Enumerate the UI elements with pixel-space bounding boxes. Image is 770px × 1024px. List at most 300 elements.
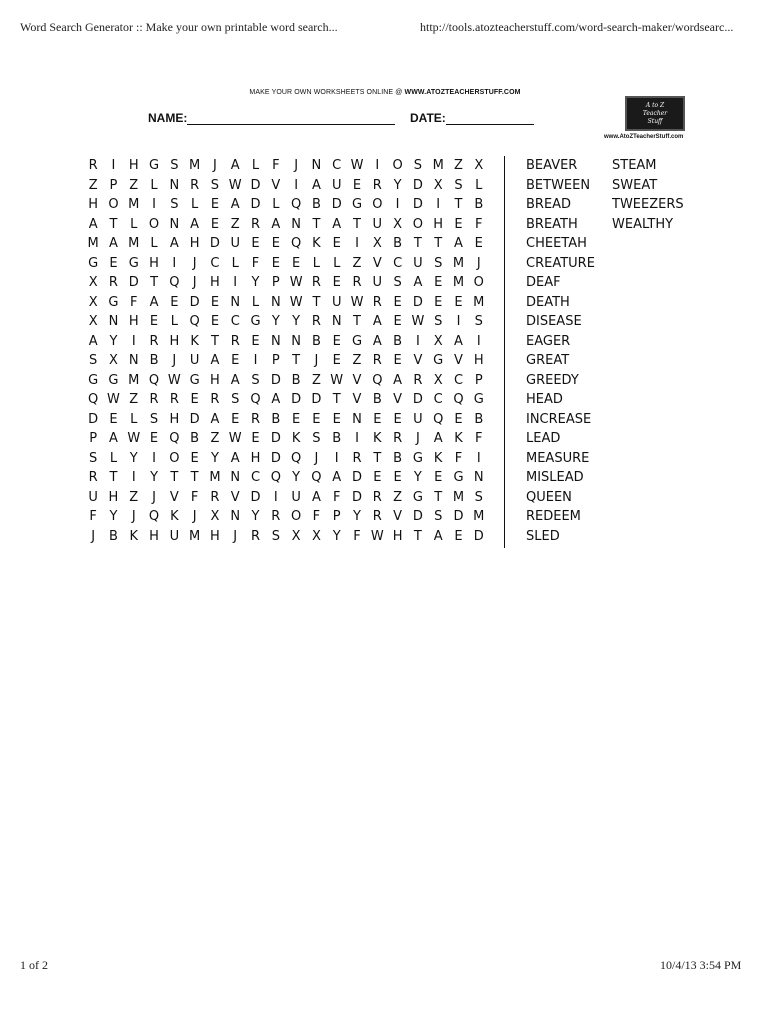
grid-letter: K: [312, 236, 321, 251]
word-list-item: MISLEAD: [526, 470, 584, 485]
grid-letter: P: [271, 353, 280, 368]
grid-letter: J: [294, 158, 299, 173]
grid-letter: G: [453, 470, 464, 485]
grid-letter: A: [454, 333, 463, 349]
grid-letter: J: [192, 275, 197, 290]
page-number: 1 of 2: [20, 958, 48, 972]
grid-row: [83, 507, 489, 527]
grid-letter: E: [454, 528, 463, 544]
word-list-column-2: [612, 156, 684, 234]
grid-letter: I: [253, 353, 258, 368]
grid-letter: R: [88, 470, 98, 485]
grid-letter: N: [291, 333, 301, 349]
grid-letter: N: [169, 177, 180, 193]
grid-letter: K: [291, 431, 301, 446]
grid-letter: Q: [88, 392, 99, 407]
grid-letter: E: [434, 470, 443, 485]
grid-row: [83, 273, 489, 293]
print-timestamp: 10/4/13 3:54 PM: [660, 958, 742, 972]
grid-letter: C: [453, 372, 464, 388]
grid-letter: H: [210, 528, 220, 544]
grid-letter: G: [250, 314, 261, 329]
grid-letter: M: [128, 372, 140, 388]
grid-letter: Q: [291, 236, 302, 251]
grid-letter: Q: [433, 411, 444, 427]
grid-letter: F: [353, 528, 361, 544]
grid-letter: H: [88, 197, 99, 212]
grid-letter: A: [88, 216, 98, 232]
grid-letter: I: [131, 470, 136, 485]
word-list-item: MEASURE: [526, 450, 590, 466]
grid-letter: S: [312, 431, 321, 446]
grid-letter: L: [312, 255, 321, 271]
grid-letter: F: [454, 450, 463, 466]
grid-letter: Z: [129, 489, 139, 505]
grid-letter: C: [332, 158, 342, 173]
grid-letter: D: [189, 411, 200, 427]
grid-letter: G: [473, 392, 484, 407]
word-list-item: EAGER: [526, 333, 571, 349]
grid-letter: O: [108, 197, 119, 212]
grid-letter: I: [273, 489, 278, 505]
grid-letter: A: [311, 489, 321, 505]
grid-letter: E: [352, 177, 362, 193]
grid-letter: V: [169, 489, 179, 505]
grid-letter: H: [149, 528, 159, 544]
grid-letter: T: [434, 236, 443, 251]
grid-letter: L: [251, 294, 260, 310]
grid-letter: A: [413, 275, 423, 290]
grid-letter: H: [250, 450, 261, 466]
grid-letter: D: [352, 489, 363, 505]
grid-letter: E: [109, 411, 118, 427]
grid-letter: L: [333, 255, 341, 271]
word-list-item: INCREASE: [526, 411, 592, 427]
grid-letter: E: [271, 236, 280, 251]
grid-letter: X: [474, 158, 484, 173]
grid-letter: R: [413, 372, 423, 388]
grid-letter: E: [373, 411, 382, 427]
grid-letter: Y: [251, 275, 260, 290]
grid-letter: E: [332, 411, 341, 427]
grid-letter: M: [452, 489, 465, 505]
word-list-item: GREAT: [526, 353, 570, 368]
grid-letter: A: [372, 333, 382, 349]
grid-letter: Y: [292, 314, 301, 329]
grid-letter: X: [88, 294, 98, 310]
grid-letter: T: [373, 450, 382, 466]
grid-letter: N: [169, 216, 180, 232]
grid-letter: I: [111, 158, 116, 173]
grid-letter: Z: [393, 489, 403, 505]
grid-letter: J: [476, 255, 481, 271]
grid-letter: Y: [150, 470, 159, 485]
grid-letter: Q: [372, 372, 383, 388]
grid-letter: O: [372, 197, 383, 212]
logo-line-3: Stuff: [647, 117, 663, 125]
grid-letter: D: [250, 489, 261, 505]
grid-letter: X: [311, 528, 321, 544]
grid-letter: E: [393, 470, 402, 485]
grid-letter: W: [107, 392, 120, 407]
grid-row: [83, 468, 489, 488]
grid-letter: D: [412, 392, 423, 407]
word-list-item: BEAVER: [526, 158, 578, 173]
grid-letter: R: [372, 489, 382, 505]
word-list-item: DISEASE: [526, 314, 582, 329]
name-date-row: [148, 111, 534, 125]
grid-letter: B: [311, 197, 321, 212]
grid-letter: U: [331, 294, 342, 310]
grid-row: [83, 156, 489, 176]
grid-letter: Q: [250, 392, 261, 407]
grid-letter: N: [230, 470, 241, 485]
grid-letter: X: [210, 509, 220, 524]
grid-letter: S: [434, 255, 443, 271]
grid-letter: A: [372, 314, 382, 329]
grid-letter: N: [108, 314, 119, 329]
grid-letter: B: [474, 197, 484, 212]
grid-letter: R: [352, 450, 362, 466]
grid-letter: Y: [109, 333, 118, 349]
grid-letter: K: [129, 528, 138, 544]
grid-letter: T: [434, 489, 443, 505]
grid-letter: Y: [332, 528, 341, 544]
grid-letter: H: [128, 314, 139, 329]
grid-letter: E: [251, 431, 260, 446]
grid-letter: D: [412, 294, 423, 310]
grid-letter: W: [167, 372, 181, 388]
grid-letter: E: [434, 294, 443, 310]
grid-letter: G: [412, 450, 423, 466]
grid-letter: D: [453, 509, 464, 524]
grid-letter: I: [334, 450, 339, 466]
grid-letter: L: [170, 314, 178, 329]
grid-letter: U: [413, 255, 423, 271]
grid-letter: A: [108, 236, 118, 251]
grid-letter: A: [230, 450, 240, 466]
grid-letter: F: [475, 431, 483, 446]
grid-letter: F: [272, 158, 280, 173]
grid-letter: Z: [129, 177, 139, 193]
grid-letter: E: [210, 216, 220, 232]
word-list-item: CREATURE: [526, 255, 595, 271]
word-list-item: GREEDY: [526, 372, 579, 388]
grid-letter: G: [108, 294, 119, 310]
worksheet-tagline: [0, 89, 770, 96]
word-list-item: BETWEEN: [526, 177, 591, 193]
grid-letter: C: [393, 255, 403, 271]
grid-letter: U: [189, 353, 200, 368]
logo-line-2: Teacher: [642, 109, 668, 117]
grid-letter: G: [351, 333, 363, 349]
browser-page-url: http://tools.atozteacherstuff.com/word-search-maker/wordsearc...: [420, 20, 734, 34]
word-list-item: WEALTHY: [612, 216, 674, 232]
grid-letter: R: [372, 509, 382, 524]
grid-letter: Y: [353, 509, 361, 524]
grid-letter: P: [89, 431, 98, 446]
grid-letter: X: [372, 236, 382, 251]
grid-letter: O: [169, 450, 180, 466]
word-list-item: QUEEN: [526, 489, 572, 505]
grid-letter: I: [294, 177, 299, 193]
grid-letter: B: [291, 372, 301, 388]
grid-row: [83, 449, 489, 469]
grid-letter: M: [87, 236, 99, 251]
grid-letter: I: [436, 197, 441, 212]
grid-letter: L: [191, 197, 199, 212]
grid-letter: W: [350, 158, 364, 173]
grid-letter: A: [433, 431, 443, 446]
grid-letter: I: [415, 333, 420, 349]
grid-letter: D: [88, 411, 99, 427]
grid-letter: E: [251, 333, 260, 349]
grid-letter: Z: [210, 431, 220, 446]
grid-letter: E: [332, 275, 341, 290]
grid-letter: F: [312, 509, 321, 524]
grid-letter: L: [251, 158, 260, 173]
grid-letter: S: [434, 314, 443, 329]
grid-letter: R: [210, 489, 220, 505]
word-list-item: SWEAT: [612, 177, 658, 193]
grid-letter: Z: [311, 372, 321, 388]
grid-letter: Q: [148, 372, 160, 388]
grid-letter: D: [352, 470, 363, 485]
grid-row: [83, 371, 489, 391]
grid-letter: T: [210, 333, 219, 349]
grid-letter: E: [393, 294, 402, 310]
grid-letter: F: [332, 489, 341, 505]
grid-letter: H: [169, 411, 180, 427]
grid-letter: Q: [311, 470, 322, 485]
grid-letter: E: [210, 294, 220, 310]
name-label: NAME:: [148, 111, 188, 125]
grid-letter: P: [109, 177, 118, 193]
grid-letter: H: [392, 528, 403, 544]
grid-letter: R: [372, 294, 382, 310]
grid-letter: H: [210, 372, 220, 388]
grid-letter: A: [149, 294, 159, 310]
grid-letter: J: [233, 528, 238, 544]
grid-letter: X: [433, 372, 443, 388]
grid-letter: W: [127, 431, 141, 446]
grid-letter: A: [190, 216, 200, 232]
grid-letter: U: [372, 216, 383, 232]
grid-letter: N: [270, 333, 281, 349]
grid-letter: L: [475, 177, 483, 193]
grid-letter: R: [190, 177, 200, 193]
grid-letter: M: [209, 470, 221, 485]
grid-letter: U: [291, 489, 301, 505]
grid-letter: L: [109, 450, 118, 466]
grid-letter: M: [128, 236, 140, 251]
grid-letter: B: [190, 431, 200, 446]
grid-letter: B: [311, 333, 321, 349]
grid-letter: Z: [88, 177, 98, 193]
date-blank-line[interactable]: [446, 112, 534, 125]
grid-divider: [504, 156, 505, 548]
grid-letter: K: [433, 450, 443, 466]
grid-letter: V: [413, 353, 423, 368]
grid-letter: Y: [129, 450, 138, 466]
grid-letter: G: [108, 372, 119, 388]
word-list-item: DEATH: [526, 294, 570, 310]
grid-letter: Z: [230, 216, 240, 232]
grid-row: [83, 351, 489, 371]
grid-letter: S: [393, 275, 402, 290]
grid-letter: C: [433, 392, 443, 407]
grid-letter: E: [149, 314, 159, 329]
grid-letter: D: [270, 450, 281, 466]
grid-letter: R: [352, 275, 362, 290]
grid-letter: J: [314, 353, 319, 368]
grid-letter: J: [415, 431, 420, 446]
grid-letter: C: [250, 470, 261, 485]
grid-letter: A: [332, 470, 342, 485]
grid-letter: V: [271, 177, 281, 193]
grid-letter: E: [149, 431, 159, 446]
grid-letter: H: [149, 255, 159, 271]
grid-letter: T: [353, 216, 361, 232]
grid-letter: Q: [169, 431, 180, 446]
grid-letter: E: [271, 255, 280, 271]
grid-letter: U: [413, 411, 423, 427]
grid-letter: P: [474, 372, 483, 388]
grid-letter: Q: [291, 197, 302, 212]
grid-letter: A: [454, 236, 463, 251]
grid-letter: O: [412, 216, 424, 232]
grid-letter: L: [130, 216, 138, 232]
grid-letter: V: [454, 353, 463, 368]
grid-letter: T: [353, 314, 361, 329]
grid-letter: R: [108, 275, 118, 290]
grid-letter: Y: [292, 470, 301, 485]
word-list-item: BREATH: [526, 216, 578, 232]
grid-row: [83, 332, 489, 352]
grid-letter: F: [130, 294, 138, 310]
grid-letter: X: [393, 216, 403, 232]
grid-letter: R: [372, 177, 382, 193]
grid-letter: D: [412, 177, 423, 193]
grid-letter: U: [169, 528, 180, 544]
grid-row: [83, 215, 489, 235]
grid-letter: N: [291, 216, 301, 232]
grid-letter: L: [272, 197, 280, 212]
grid-letter: S: [271, 528, 280, 544]
grid-letter: T: [292, 353, 301, 368]
grid-letter: G: [412, 489, 423, 505]
grid-letter: Z: [352, 353, 362, 368]
grid-letter: E: [373, 470, 382, 485]
grid-letter: X: [88, 314, 98, 329]
date-label: DATE:: [410, 111, 446, 125]
grid-letter: A: [108, 431, 118, 446]
grid-letter: A: [169, 236, 179, 251]
grid-letter: K: [454, 431, 463, 446]
grid-letter: V: [393, 392, 403, 407]
grid-letter: G: [189, 372, 200, 388]
grid-letter: N: [311, 158, 322, 173]
grid-letter: E: [292, 411, 301, 427]
word-list-item: LEAD: [526, 431, 561, 446]
grid-letter: T: [150, 275, 159, 290]
grid-letter: F: [475, 216, 483, 232]
grid-letter: E: [231, 411, 240, 427]
grid-letter: V: [230, 489, 240, 505]
grid-letter: J: [152, 489, 156, 505]
word-list-item: HEAD: [526, 392, 563, 407]
grid-letter: M: [432, 158, 444, 173]
grid-letter: W: [228, 177, 242, 193]
grid-letter: H: [189, 236, 200, 251]
grid-letter: N: [352, 411, 362, 427]
grid-letter: T: [312, 216, 321, 232]
grid-letter: D: [331, 197, 342, 212]
grid-letter: B: [474, 411, 484, 427]
grid-letter: E: [109, 255, 118, 271]
grid-letter: S: [170, 197, 179, 212]
grid-letter: E: [210, 197, 220, 212]
grid-letter: C: [210, 255, 220, 271]
grid-letter: D: [291, 392, 302, 407]
name-blank-line[interactable]: [187, 112, 395, 125]
grid-letter: W: [370, 528, 384, 544]
grid-letter: D: [412, 197, 423, 212]
grid-letter: D: [189, 294, 200, 310]
grid-letter: I: [395, 197, 400, 212]
grid-letter: O: [148, 216, 160, 232]
grid-letter: D: [250, 197, 261, 212]
grid-letter: N: [230, 294, 241, 310]
grid-letter: I: [375, 158, 380, 173]
grid-letter: A: [271, 216, 281, 232]
grid-letter: X: [433, 333, 443, 349]
grid-letter: V: [372, 255, 382, 271]
grid-letter: I: [172, 255, 177, 271]
grid-letter: Y: [210, 450, 219, 466]
grid-letter: J: [91, 528, 96, 544]
grid-letter: E: [312, 411, 321, 427]
grid-letter: A: [332, 216, 342, 232]
grid-letter: R: [311, 275, 321, 290]
grid-letter: S: [454, 177, 463, 193]
grid-letter: E: [434, 275, 443, 290]
grid-letter: E: [190, 392, 199, 407]
grid-letter: U: [88, 489, 98, 505]
grid-letter: O: [291, 509, 302, 524]
grid-letter: V: [393, 509, 403, 524]
logo-line-1: A to Z: [645, 101, 665, 109]
word-list-item: SLED: [526, 528, 560, 544]
grid-letter: N: [331, 314, 342, 329]
grid-letter: N: [128, 353, 139, 368]
grid-letter: R: [149, 392, 159, 407]
grid-letter: A: [433, 528, 443, 544]
grid-letter: A: [311, 177, 321, 193]
grid-letter: I: [131, 333, 136, 349]
grid-letter: Z: [352, 255, 362, 271]
grid-letter: H: [433, 216, 444, 232]
grid-letter: D: [209, 236, 220, 251]
grid-letter: F: [190, 489, 199, 505]
grid-letter: I: [456, 314, 461, 329]
grid-letter: Y: [413, 470, 422, 485]
grid-letter: E: [454, 216, 463, 232]
grid-letter: D: [311, 392, 322, 407]
grid-letter: Z: [454, 158, 463, 173]
grid-letter: D: [412, 509, 423, 524]
grid-letter: T: [109, 216, 118, 232]
